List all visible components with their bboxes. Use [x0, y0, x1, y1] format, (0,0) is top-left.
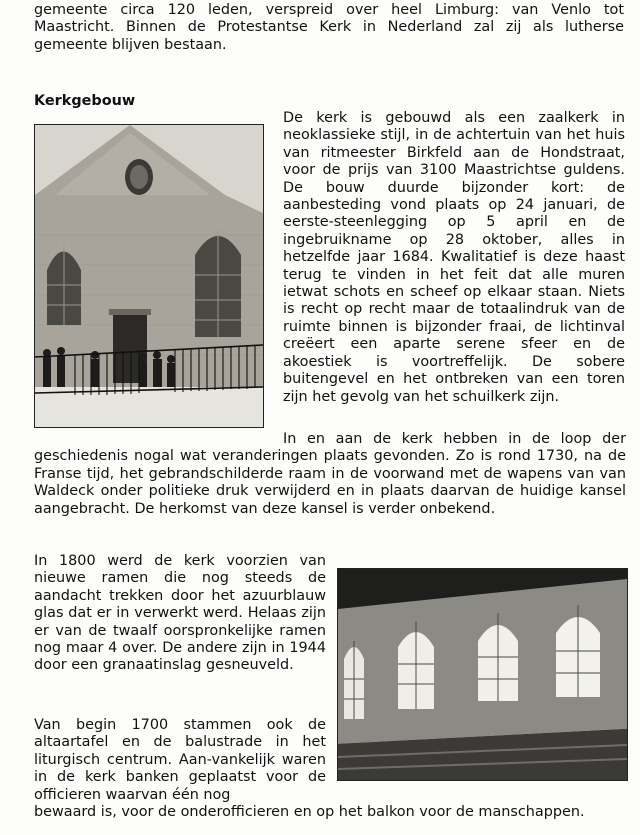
section-heading: Kerkgebouw — [34, 93, 136, 109]
paragraph-church-building: De kerk is gebouwd als een zaalkerk in neoklassieke stijl, in de achtertuin van het huis van ritmeester Birkfeld aan de Hondstraat, voor de prijs van 3100 Maastrichtse guldens. De bouw duurde bijzonder kort: de aanbesteding vond plaats op 24 januari, de eerste-steenlegging op 5 april en de ingebruikname op 28 oktober, alles in hetzelfde jaar 1684. Kwalitatief is deze haast terug te vinden in het feit dat alle muren ietwat schots en scheef op elkaar staan. Niets is recht op recht maar de totaalindruk van de ruimte binnen is bijzonder fraai, de lichtinval creëert een aparte serene sfeer en de akoestiek is voortreffelijk. De sobere buitengevel en het ontbreken van een toren zijn het gevolg van het schuilkerk zijn. — [283, 110, 625, 405]
church-exterior-photo — [34, 124, 264, 428]
paragraph-windows: In 1800 werd de kerk voorzien van nieuwe ramen die nog steeds de aandacht trekken door het azuurblauw glas dat er in verwerkt werd. Helaas zijn er van de twaalf oorspronkelijke ramen nog maar 4 over. De andere zijn in 1944 door een granaatinslag gesneuveld. — [34, 553, 326, 674]
paragraph-changes: In en aan de kerk hebben in de loop der geschiedenis nogal wat veranderingen plaats gevonden. Zo is rond 1730, na de Franse tijd, het gebrandschilderde raam in de voorwand met de wapens van van Waldeck onder politieke druk verwijderd en in plaats daarvan de huidige kansel aangebracht. De herkomst van deze kansel is verder onbekend. — [34, 431, 626, 517]
church-interior-photo — [337, 568, 628, 781]
paragraph-altar: Van begin 1700 stammen ook de altaartafel en de balustrade in het liturgisch centrum. Aan-vankelijk waren in de kerk banken geplaatst voor de officieren waarvan één nog — [34, 717, 326, 803]
paragraph-top: gemeente circa 120 leden, verspreid over heel Limburg: van Venlo tot Maastricht. Binnen de Protestantse Kerk in Nederland zal zij als lutherse gemeente blijven bestaan. — [34, 2, 624, 53]
paragraph-last: bewaard is, voor de onderofficieren en op het balkon voor de manschappen. — [34, 804, 585, 820]
